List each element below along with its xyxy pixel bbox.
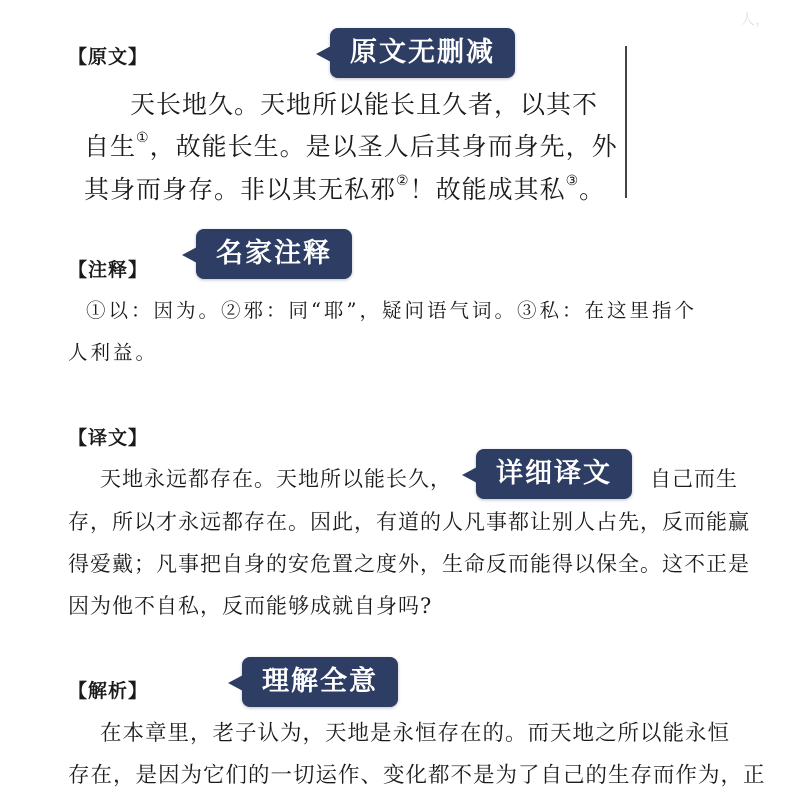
callout-analysis-text: 理解全意 [262, 666, 378, 697]
translation-line-4: 因为他不自私，反而能够成就自身吗? [68, 594, 433, 618]
footnote-ref-1: ① [136, 129, 150, 146]
analysis-line-1: 在本章里，老子认为，天地是永恒存在的。而天地之所以能永恒 [100, 721, 731, 746]
callout-pointer [316, 46, 331, 62]
analysis-line-2: 存在，是因为它们的一切运作、变化都不是为了自己的生存而作为，正 [68, 763, 766, 788]
page-divider-line [625, 46, 627, 198]
callout-pointer [462, 467, 477, 483]
translation-line-1-end: 自己而生 [650, 467, 738, 491]
translation-line-1: 天地永远都存在。天地所以能长久， [100, 467, 452, 491]
callout-pointer [182, 247, 197, 263]
section-label-translation: 【译文】 [68, 427, 149, 449]
footnote-ref-3: ③ [565, 172, 580, 189]
original-line-3: 其身而身存。非以其无私邪②！故能成其私③。 [84, 172, 606, 204]
callout-translation [476, 449, 632, 499]
callout-original [330, 28, 515, 78]
callout-pointer [228, 675, 243, 691]
callout-analysis [242, 657, 398, 707]
section-label-analysis: 【解析】 [68, 680, 149, 702]
notes-line-2: 人利益。 [68, 341, 159, 364]
callout-notes [196, 229, 352, 279]
original-line-1: 天长地久。天地所以能长且久者，以其不 [130, 90, 599, 119]
footnote-ref-2: ② [396, 172, 410, 189]
callout-notes-text: 名家注释 [216, 238, 332, 269]
section-label-original: 【原文】 [68, 46, 149, 68]
original-line-2: 自生①，故能长生。是以圣人后其身而身先，外 [84, 129, 618, 161]
section-label-notes: 【注释】 [68, 259, 149, 281]
translation-line-2: 存，所以才永远都存在。因此，有道的人凡事都让别人占先，反而能赢 [68, 510, 750, 534]
bleed-through-text: 人， [740, 10, 771, 28]
notes-line-1: ①以：因为。②邪：同“耶”，疑问语气词。③私：在这里指个 [86, 299, 697, 322]
callout-original-text: 原文无删减 [350, 37, 495, 68]
translation-line-3: 得爱戴；凡事把自身的安危置之度外，生命反而能得以保全。这不正是 [68, 552, 750, 576]
callout-translation-text: 详细译文 [496, 458, 612, 489]
